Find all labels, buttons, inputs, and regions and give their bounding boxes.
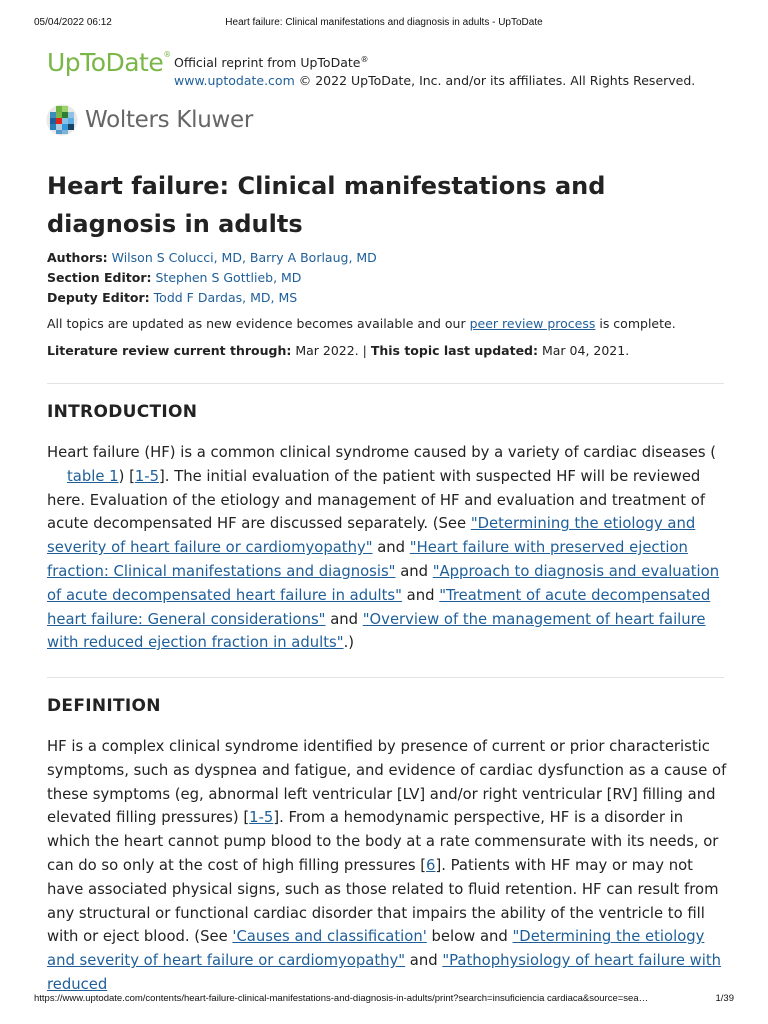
- definition-text: ]. From a hemodynamic perspective, HF is a disorder in which the heart cannot pump blood to the body at a rate commensurate with its needs, or can do so only at the cost of high filling pressures [: [47, 809, 719, 874]
- intro-text: ]. The initial evaluation of the patient with suspected HF will be reviewed here. Evaluation of the etiology and management of HF and evaluation and treatment of acute decompensated HF are discussed separately. (See: [47, 467, 706, 533]
- section-link-causes[interactable]: 'Causes and classification': [232, 928, 427, 946]
- intro-text: .): [343, 634, 355, 652]
- article-credits: [47, 248, 377, 308]
- topic-link-etiology-severity[interactable]: "Determining the etiology and severity of heart failure or cardiomyopathy": [47, 928, 705, 970]
- intro-text: Heart failure (HF) is a common clinical syndrome caused by a variety of cardiac diseases (: [47, 444, 717, 461]
- section-editor-label: Section Editor:: [47, 270, 152, 285]
- reference-link[interactable]: 1-5: [134, 467, 160, 485]
- section-editor-row: [47, 268, 377, 288]
- article-title: Heart failure: Clinical manifestations and diagnosis in adults: [47, 172, 606, 238]
- wolters-kluwer-mark-icon: [46, 104, 78, 136]
- reprint-notice: [174, 51, 695, 90]
- definition-paragraph: [47, 735, 727, 997]
- uptodate-site-link[interactable]: www.uptodate.com: [174, 73, 295, 89]
- registered-mark: ®: [163, 50, 171, 59]
- introduction-heading: INTRODUCTION: [47, 402, 198, 422]
- topic-link-acute-decompensated-treatment[interactable]: "Treatment of acute decompensated heart failure: General considerations": [47, 586, 711, 628]
- deputy-editor-row: [47, 288, 377, 308]
- review-dates: [47, 342, 629, 360]
- intro-text: and: [395, 562, 433, 580]
- introduction-paragraph: [47, 441, 727, 655]
- definition-text: below and: [426, 928, 513, 946]
- page-number: 1/39: [715, 993, 734, 1004]
- topic-link-etiology-severity[interactable]: "Determining the etiology and severity of heart failure or cardiomyopathy": [47, 515, 696, 557]
- print-date: 05/04/2022 06:12: [34, 17, 112, 28]
- authors-label: Authors:: [47, 250, 108, 265]
- lit-review-label: Literature review current through:: [47, 343, 292, 358]
- wolters-kluwer-logo: [46, 104, 253, 136]
- topic-link-hfpef[interactable]: "Heart failure with preserved ejection fraction: Clinical manifestations and diagnosis": [47, 539, 688, 580]
- update-note-end: is complete.: [595, 316, 676, 331]
- intro-text: and: [401, 586, 440, 604]
- uptodate-logo[interactable]: [47, 48, 171, 77]
- last-updated-value: Mar 04, 2021.: [538, 343, 630, 358]
- table-1-link[interactable]: table 1: [67, 467, 119, 485]
- definition-heading: DEFINITION: [47, 696, 161, 716]
- deputy-editor-label: Deputy Editor:: [47, 290, 150, 305]
- last-updated-label: This topic last updated:: [370, 343, 539, 358]
- reference-link[interactable]: 1-5: [249, 809, 274, 827]
- print-page-title: Heart failure: Clinical manifestations and diagnosis in adults - UpToDate: [225, 17, 543, 28]
- update-policy-note: [47, 315, 676, 333]
- section-editor-link[interactable]: Stephen S Gottlieb, MD: [155, 270, 302, 285]
- topic-link-acute-decompensated-diagnosis[interactable]: "Approach to diagnosis and evaluation of acute decompensated heart failure in adults": [47, 562, 720, 604]
- topic-link-hfref-management[interactable]: "Overview of the management of heart failure with reduced ejection fraction in adults": [47, 610, 706, 652]
- uptodate-logo-text: UpToDate: [47, 48, 164, 77]
- topic-link-pathophysiology[interactable]: "Pathophysiology of heart failure with reduced: [47, 952, 722, 993]
- peer-review-link[interactable]: peer review process: [469, 316, 596, 331]
- intro-text: ) [: [118, 467, 135, 485]
- divider: [47, 677, 724, 678]
- authors-row: [47, 248, 377, 268]
- intro-text: and: [325, 610, 363, 628]
- reprint-line: Official reprint from UpToDate: [174, 55, 361, 71]
- wolters-kluwer-name: Wolters Kluwer: [85, 107, 254, 133]
- definition-text: HF is a complex clinical syndrome identified by presence of current or prior characteristic symptoms, such as dyspnea and fatigue, and evidence of cardiac dysfunction as a cause of these symptoms (eg, abnormal left ventricular [LV] and/or right ventricular [RV] filling and elevated filling pressures) [: [47, 738, 727, 827]
- intro-text: and: [372, 539, 410, 557]
- definition-text: ]. Patients with HF may or may not have associated physical signs, such as those related to fluid retention. HF can result from any structural or functional cardiac disorder that impairs the ability of the ventricle to fill with or eject blood. (See: [47, 856, 719, 946]
- divider: [47, 383, 724, 384]
- deputy-editor-link[interactable]: Todd F Dardas, MD, MS: [153, 290, 298, 305]
- reprint-registered-mark: ®: [360, 55, 369, 64]
- update-note-text: All topics are updated as new evidence becomes available and our: [47, 316, 470, 331]
- lit-review-value: Mar 2022. |: [291, 343, 371, 358]
- reference-link[interactable]: 6: [426, 856, 436, 874]
- copyright-text: © 2022 UpToDate, Inc. and/or its affiliates. All Rights Reserved.: [294, 73, 696, 89]
- definition-text: and: [405, 952, 443, 970]
- print-url: https://www.uptodate.com/contents/heart-failure-clinical-manifestations-and-diagnosis-in-adults/print?search=insuficiencia cardiaca&source=sea…: [34, 993, 649, 1004]
- authors-link[interactable]: Wilson S Colucci, MD, Barry A Borlaug, MD: [111, 250, 377, 265]
